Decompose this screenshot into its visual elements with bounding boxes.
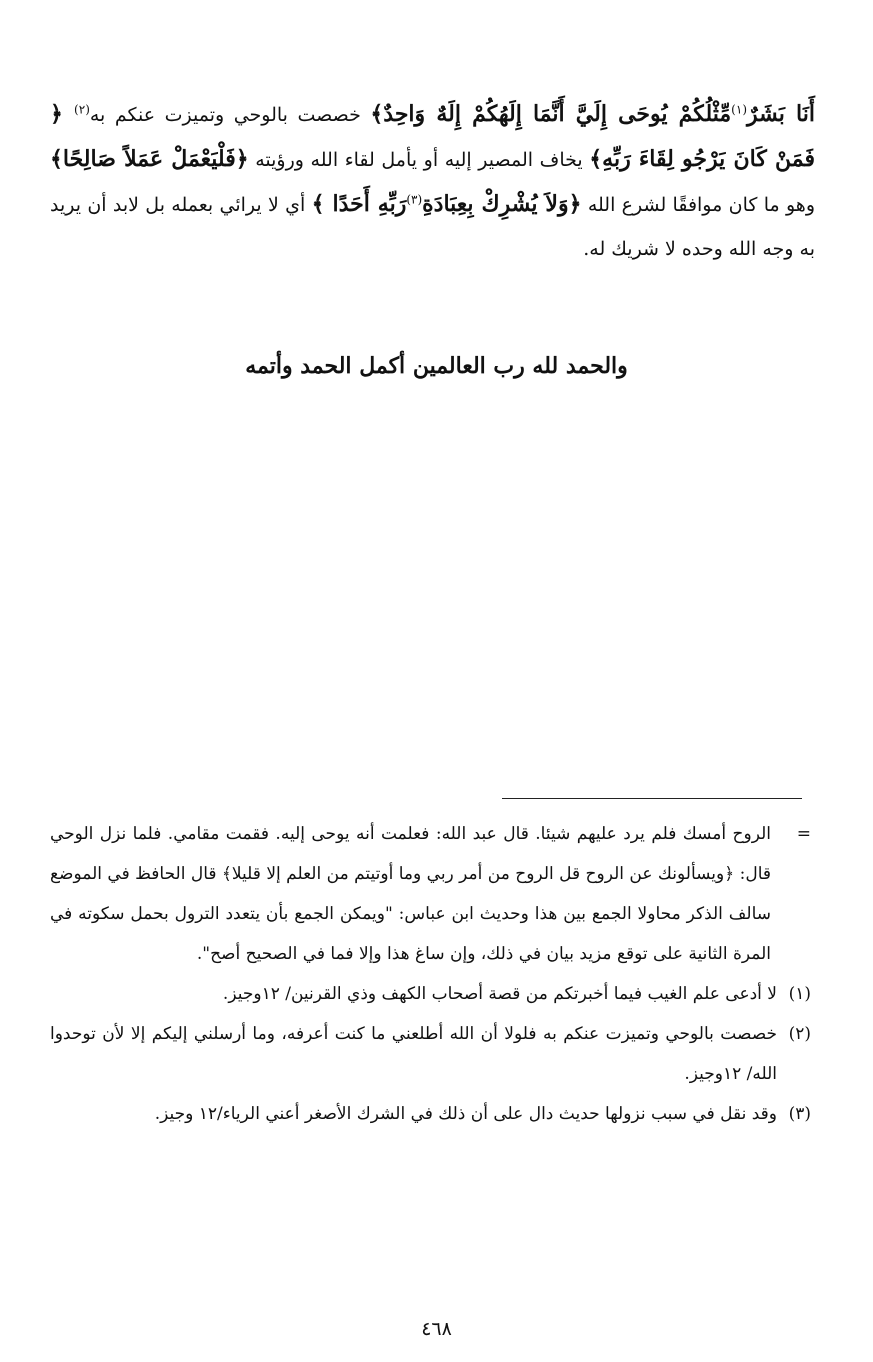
quran-verse: ﴿فَلْيَعْمَلْ عَمَلاً صَالِحًا﴾ bbox=[50, 146, 249, 172]
footnote-mark: (٢) bbox=[788, 1024, 811, 1044]
footnote-text: خصصت بالوحي وتميزت عنكم به فلولا أن الله أطلعني ما كنت أعرفه، وما أرسلني إليكم إلا لأن توحدوا الله/ ١٢وجيز. bbox=[50, 1024, 777, 1084]
page-number: ٤٦٨ bbox=[421, 1318, 452, 1340]
footnote-mark: (١) bbox=[788, 984, 811, 1004]
main-text bbox=[50, 92, 815, 271]
quran-verse: رَبِّهِ أَحَدًا ﴾ bbox=[311, 191, 407, 217]
commentary-text: وهو ما كان موافقًا لشرع الله bbox=[581, 194, 816, 216]
footnote-continuation bbox=[50, 814, 811, 974]
footnote-3 bbox=[50, 1094, 811, 1134]
footnote-ref-1: (١) bbox=[731, 102, 747, 117]
quran-verse: ﴿ فَمَنْ كَانَ يَرْجُو لِقَاءَ رَبِّهِ﴾ bbox=[50, 101, 816, 172]
commentary-text: أي لا يرائي بعمله بل لابد أن يريد به وجه الله وحده لا شريك له. bbox=[50, 194, 815, 260]
footnote-text: وقد نقل في سبب نزولها حديث دال على أن ذلك في الشرك الأصغر أعني الرياء/١٢ وجيز. bbox=[154, 1104, 777, 1124]
footnote-text: الروح أمسك فلم يرد عليهم شيئا. قال عبد الله: فعلمت أنه يوحى إليه. فقمت مقامي. فلما نزل الوحي قال: ﴿ويسألونك عن الروح قل الروح من أمر ربي وما أوتيتم من العلم إلا قليلا﴾ قال الحافظ في الموضع سالف الذكر محاولا الجمع بين هذا وحديث ابن عباس: "ويمكن الجمع بأن يتعدد الترول بحمل سكوته في المرة الثانية على توقع مزيد بيان في ذلك، وإن ساغ هذا وإلا فما في الصحيح أصح". bbox=[50, 824, 771, 964]
footnote-ref-3: (٣) bbox=[406, 192, 423, 207]
footnote-1 bbox=[50, 974, 811, 1014]
footnote-mark: (٣) bbox=[788, 1104, 811, 1124]
footnote-text: لا أدعى علم الغيب فيما أخبرتكم من قصة أصحاب الكهف وذي القرنين/ ١٢وجيز. bbox=[222, 984, 777, 1004]
quran-verse: ﴿وَلاَ يُشْرِكْ بِعِبَادَةِ bbox=[422, 191, 582, 217]
quran-verse: مِّثْلُكُمْ يُوحَى إِلَيَّ أَنَّمَا إِلَهُكُمْ إِلَهٌ وَاحِدٌ﴾ bbox=[370, 101, 732, 127]
footnote-mark: = bbox=[796, 824, 811, 844]
footnote-ref-2: (٢) bbox=[74, 102, 90, 117]
footnotes bbox=[50, 814, 811, 1134]
footnote-2 bbox=[50, 1014, 811, 1094]
footnote-divider bbox=[502, 798, 802, 799]
commentary-text: خصصت بالوحي وتميزت عنكم به bbox=[89, 104, 371, 126]
closing-line: والحمد لله رب العالمين أكمل الحمد وأتمه bbox=[245, 353, 628, 379]
quran-verse: أَنَا بَشَرٌ bbox=[747, 101, 815, 127]
commentary-text: يخاف المصير إليه أو يأمل لقاء الله ورؤيته bbox=[248, 149, 590, 171]
